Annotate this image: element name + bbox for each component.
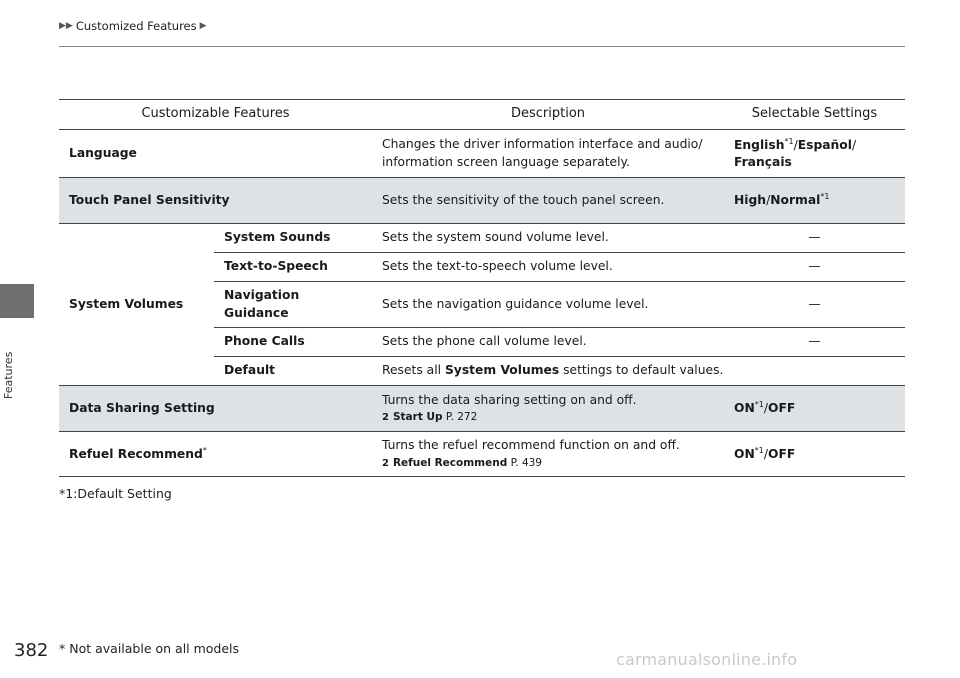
feature-name: Data Sharing Setting xyxy=(59,386,372,432)
description-emphasis: System Volumes xyxy=(444,363,560,378)
option: OFF xyxy=(768,401,796,416)
watermark: carmanualsonline.info xyxy=(616,650,798,669)
features-table xyxy=(59,99,905,477)
feature-name: Language xyxy=(59,130,372,178)
table-header-row xyxy=(59,100,905,130)
table-row xyxy=(59,386,905,432)
description-text: Turns the data sharing setting on and off. xyxy=(382,392,637,407)
section-tab xyxy=(0,284,34,318)
reference-title: Start Up xyxy=(392,411,443,424)
page-reference[interactable] xyxy=(382,456,714,471)
footnote-mark: *1 xyxy=(754,445,764,455)
header-divider xyxy=(59,46,905,47)
sub-feature-name: Default xyxy=(214,357,372,386)
feature-description: Changes the driver information interface and audio/ information screen language separately. xyxy=(372,130,724,178)
footnote-mark: *1 xyxy=(754,400,764,410)
table-row xyxy=(59,432,905,477)
feature-description: Sets the phone call volume level. xyxy=(372,328,724,357)
description-text: settings to default values. xyxy=(559,363,724,378)
separator: / xyxy=(766,193,771,208)
option: Español xyxy=(797,137,852,152)
breadcrumb-text: Customized Features xyxy=(75,19,197,33)
option: ON xyxy=(734,446,755,461)
selectable-settings xyxy=(724,432,905,477)
feature-description: Sets the navigation guidance volume level. xyxy=(372,282,724,328)
option: Normal xyxy=(770,193,821,208)
separator: / xyxy=(851,137,857,152)
selectable-settings: — xyxy=(724,253,905,282)
option: High xyxy=(734,193,767,208)
breadcrumb-arrow-icon: ▶ xyxy=(199,21,207,31)
column-header: Description xyxy=(372,100,724,130)
feature-name: System Volumes xyxy=(59,224,214,386)
selectable-settings: — xyxy=(724,282,905,328)
feature-description xyxy=(372,386,724,432)
option: OFF xyxy=(768,446,796,461)
page-reference[interactable] xyxy=(382,410,714,425)
feature-description xyxy=(372,432,724,477)
section-label: Features xyxy=(2,351,15,399)
description-text: Resets all xyxy=(382,363,445,378)
feature-name-text: Refuel Recommend xyxy=(69,446,203,461)
sub-feature-name: Phone Calls xyxy=(214,328,372,357)
sub-feature-name: System Sounds xyxy=(214,224,372,253)
option: English xyxy=(734,137,785,152)
availability-note: * Not available on all models xyxy=(59,641,240,656)
breadcrumb xyxy=(59,19,207,33)
sub-feature-name: Text-to-Speech xyxy=(214,253,372,282)
feature-description xyxy=(372,357,905,386)
reference-page: P. 272 xyxy=(442,411,478,424)
feature-description: Sets the sensitivity of the touch panel screen. xyxy=(372,178,724,224)
column-header: Selectable Settings xyxy=(724,100,905,130)
separator: / xyxy=(793,137,798,152)
selectable-settings: — xyxy=(724,328,905,357)
feature-name: Touch Panel Sensitivity xyxy=(59,178,372,224)
column-header: Customizable Features xyxy=(59,100,372,130)
page-number: 382 xyxy=(14,640,49,661)
default-setting-footnote: *1:Default Setting xyxy=(59,486,172,501)
description-text: Turns the refuel recommend function on and off. xyxy=(382,438,680,453)
reference-arrow-icon: 2 xyxy=(382,412,389,424)
table-row xyxy=(59,224,905,253)
table-row xyxy=(59,178,905,224)
selectable-settings xyxy=(724,386,905,432)
footnote-mark: *1 xyxy=(820,192,830,202)
table-row xyxy=(59,130,905,178)
reference-title: Refuel Recommend xyxy=(392,456,508,469)
option: Français xyxy=(734,155,792,170)
reference-page: P. 439 xyxy=(507,456,542,469)
selectable-settings: — xyxy=(724,224,905,253)
footnote-mark: *1 xyxy=(784,136,794,146)
separator: / xyxy=(763,446,768,461)
breadcrumb-arrow-icon: ▶▶ xyxy=(59,21,73,31)
reference-arrow-icon: 2 xyxy=(382,457,389,469)
separator: / xyxy=(763,401,768,416)
selectable-settings xyxy=(724,130,905,178)
footnote-mark: * xyxy=(202,445,207,455)
option: ON xyxy=(734,401,755,416)
feature-description: Sets the text-to-speech volume level. xyxy=(372,253,724,282)
feature-description: Sets the system sound volume level. xyxy=(372,224,724,253)
feature-name xyxy=(59,432,372,477)
selectable-settings xyxy=(724,178,905,224)
sub-feature-name: Navigation Guidance xyxy=(214,282,372,328)
